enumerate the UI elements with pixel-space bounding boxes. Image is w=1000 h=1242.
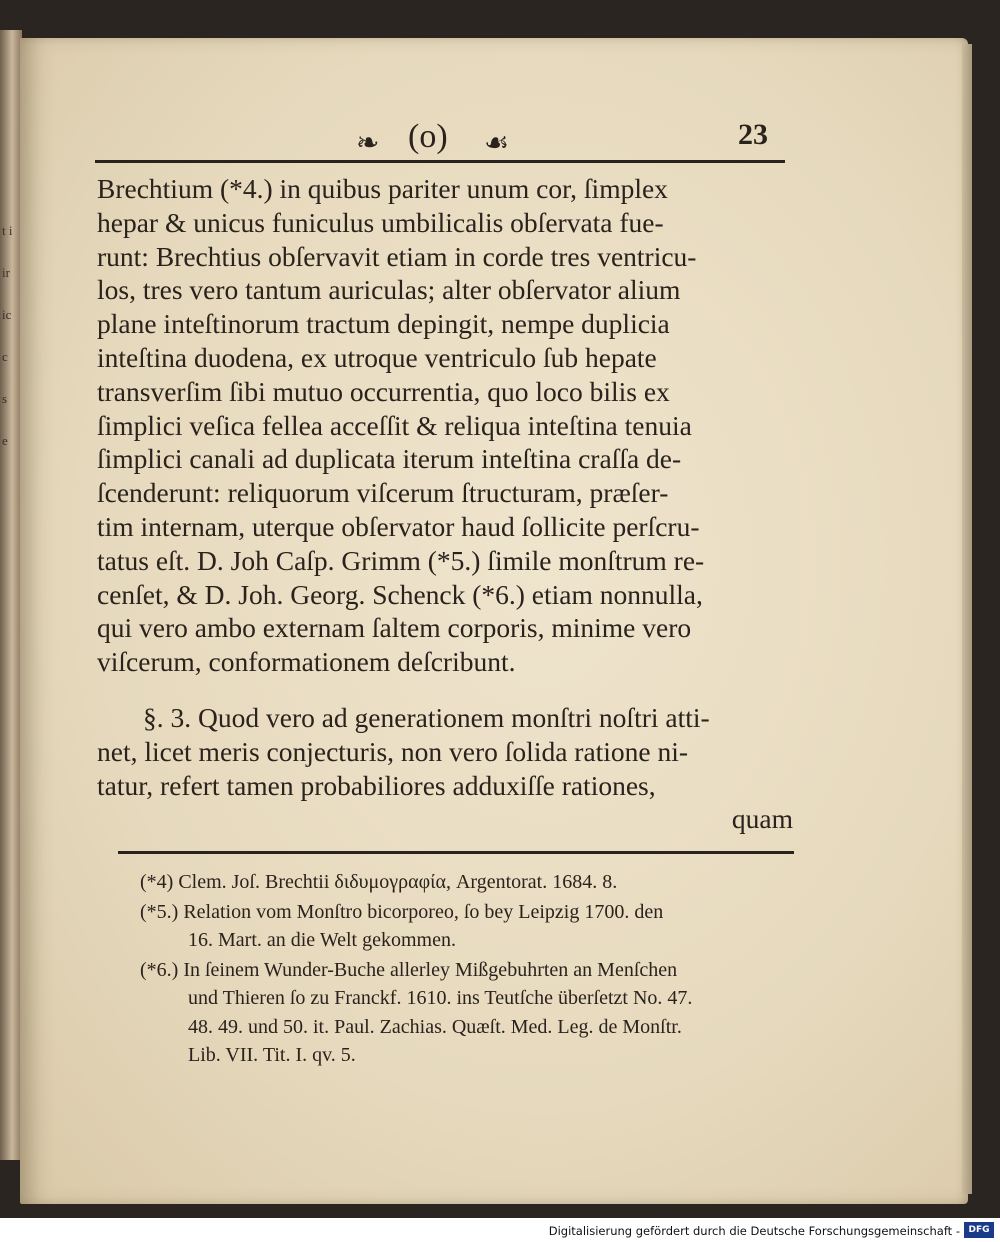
footnote-rule xyxy=(118,851,794,854)
text-line: transverſim ſibi mutuo occurrentia, quo loco bilis ex xyxy=(97,375,670,407)
text-line: net, licet meris conjecturis, non vero ſolida ratione ni- xyxy=(97,735,689,767)
paragraph-2 xyxy=(97,701,793,836)
fleuron-left-icon: ❧ xyxy=(356,128,380,159)
footnote-5 xyxy=(140,898,800,955)
footnote-line: und Thieren ſo zu Franckf. 1610. ins Teutſche überſetzt No. 47. xyxy=(188,987,693,1009)
text-line: ſimplici canali ad duplicata iterum inteſtina craſſa de- xyxy=(97,443,682,475)
funding-notice: Digitalisierung gefördert durch die Deutsche Forschungsgemeinschaft - xyxy=(548,1224,960,1238)
catchword: quam xyxy=(731,803,793,835)
text-line: los, tres vero tantum auriculas; alter obſervator alium xyxy=(97,274,681,306)
footnote-line: 16. Mart. an die Welt gekommen. xyxy=(188,929,456,951)
footnotes xyxy=(140,868,800,1071)
text-line: qui vero ambo externam ſaltem corporis, minime vero xyxy=(97,612,692,644)
previous-page-fragment: t i ir ic c s e xyxy=(2,223,13,448)
header-rule xyxy=(95,160,785,163)
text-line: Brechtium (*4.) in quibus pariter unum cor, ſimplex xyxy=(97,173,668,204)
text-line: inteſtina duodena, ex utroque ventriculo ſub hepate xyxy=(97,341,657,373)
footnote-line: (*5.) Relation vom Monſtro bicorporeo, ſo bey Leipzig 1700. den xyxy=(140,900,664,923)
page-edge xyxy=(962,44,972,1194)
footnote-line: (*6.) In ſeinem Wunder-Buche allerley Mißgebuhrten an Menſchen xyxy=(140,958,678,981)
text-line: hepar & unicus funiculus umbilicalis obſervata fue- xyxy=(97,206,664,238)
text-line: viſcerum, conformationem deſcribunt. xyxy=(97,646,516,678)
dfg-logo: DFG xyxy=(964,1222,994,1238)
text-line: ſcenderunt: reliquorum viſcerum ſtructuram, præſer- xyxy=(97,477,669,509)
text-line: runt: Brechtius obſervavit etiam in corde tres ventricu- xyxy=(97,240,697,272)
footnote-4 xyxy=(140,868,800,897)
text-line: tim internam, uterque obſervator haud ſollicite perſcru- xyxy=(97,510,700,542)
fleuron-right-icon: ☙ xyxy=(484,128,510,159)
text-line: tatus eſt. D. Joh Caſp. Grimm (*5.) ſimile monſtrum re- xyxy=(97,544,705,576)
main-text xyxy=(97,172,793,836)
previous-pages-edge xyxy=(0,30,22,1160)
footnote-line: (*4) Clem. Joſ. Brechtii διδυμογραφία, Argentorat. 1684. 8. xyxy=(140,871,618,893)
text-line: ſimplici veſica fellea acceſſit & reliqua inteſtina tenuia xyxy=(97,409,692,441)
text-line: tatur, refert tamen probabiliores adduxiſſe rationes, xyxy=(97,769,656,801)
text-line: plane inteſtinorum tractum depingit, nempe duplicia xyxy=(97,308,670,340)
header-mark: (o) xyxy=(408,118,448,155)
paragraph-1 xyxy=(97,172,793,679)
footnote-6 xyxy=(140,956,800,1070)
text-line: §. 3. Quod vero ad generationem monſtri noſtri atti- xyxy=(143,701,710,733)
text-line: cenſet, & D. Joh. Georg. Schenck (*6.) etiam nonnulla, xyxy=(97,578,703,610)
page-number: 23 xyxy=(738,118,768,151)
footnote-line: 48. 49. und 50. it. Paul. Zachias. Quæſt. Med. Leg. de Monſtr. xyxy=(188,1015,682,1038)
footnote-line: Lib. VII. Tit. I. qv. 5. xyxy=(188,1044,356,1066)
